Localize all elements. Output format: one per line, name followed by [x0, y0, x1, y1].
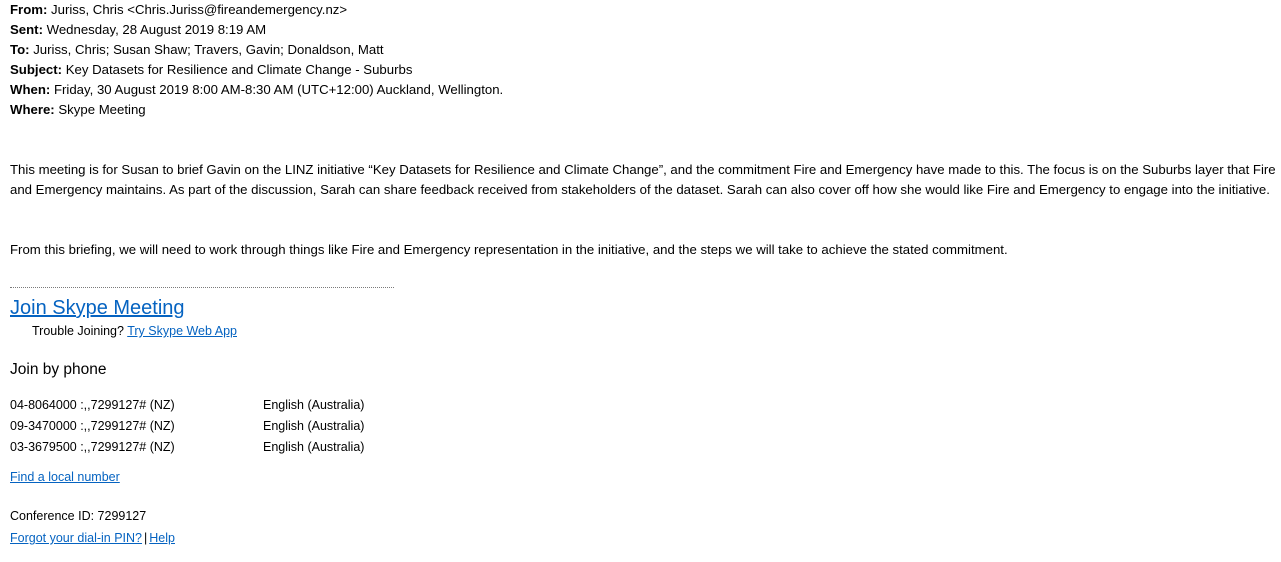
phone-number: 04-8064000 :,,7299127# (NZ)	[10, 397, 175, 412]
phone-row	[10, 436, 364, 457]
sent-value: Wednesday, 28 August 2019 8:19 AM	[46, 22, 267, 37]
from-label: From:	[10, 2, 48, 17]
phone-row	[10, 394, 364, 415]
find-local-number-link[interactable]: Find a local number	[10, 470, 120, 484]
body-paragraph-2: From this briefing, we will need to work through things like Fire and Emergency representation in the initiative, and the steps we will take to achieve the stated commitment.	[10, 242, 1008, 257]
try-skype-web-app-link[interactable]: Try Skype Web App	[127, 324, 237, 338]
from-value: Juriss, Chris <Chris.Juriss@fireandemergency.nz>	[51, 2, 348, 17]
header-sent	[10, 20, 503, 40]
to-value: Juriss, Chris; Susan Shaw; Travers, Gavin; Donaldson, Matt	[33, 42, 384, 57]
where-label: Where:	[10, 102, 55, 117]
sent-label: Sent:	[10, 22, 43, 37]
header-subject	[10, 60, 503, 80]
conference-id: Conference ID: 7299127	[10, 509, 147, 523]
subject-value: Key Datasets for Resilience and Climate Change - Suburbs	[65, 62, 413, 77]
phone-language: English (Australia)	[263, 397, 365, 412]
header-to	[10, 40, 503, 60]
link-separator: |	[144, 531, 148, 545]
when-value: Friday, 30 August 2019 8:00 AM-8:30 AM (UTC+12:00) Auckland, Wellington.	[53, 82, 504, 97]
pin-help-row	[10, 529, 175, 547]
to-label: To:	[10, 42, 30, 57]
phone-language: English (Australia)	[263, 418, 365, 433]
header-when	[10, 80, 503, 100]
trouble-joining-row	[32, 322, 237, 340]
header-where	[10, 100, 503, 120]
phone-number: 03-3679500 :,,7299127# (NZ)	[10, 439, 175, 454]
when-label: When:	[10, 82, 51, 97]
forgot-pin-link[interactable]: Forgot your dial-in PIN?	[10, 531, 143, 545]
trouble-joining-text: Trouble Joining?	[32, 324, 124, 338]
join-skype-meeting-link[interactable]: Join Skype Meeting	[10, 297, 185, 319]
header-from	[10, 0, 503, 20]
subject-label: Subject:	[10, 62, 63, 77]
phone-numbers-table	[10, 394, 364, 457]
where-value: Skype Meeting	[58, 102, 146, 117]
phone-number: 09-3470000 :,,7299127# (NZ)	[10, 418, 175, 433]
join-by-phone-heading: Join by phone	[10, 361, 107, 378]
body-paragraph-1: This meeting is for Susan to brief Gavin on the LINZ initiative “Key Datasets for Resilience and Climate Change”, and the commitment Fire and Emergency have made to this. The focus is on the Suburbs layer that Fire and Emergency maintains. As part of the discussion, Sarah can share feedback received from stakeholders of the dataset. Sarah can also cover off how she would like Fire and Emergency to engage into the initiative.	[10, 162, 1276, 197]
help-link[interactable]: Help	[149, 531, 175, 545]
email-header	[10, 0, 503, 120]
phone-row	[10, 415, 364, 436]
dotted-divider	[10, 287, 394, 288]
phone-language: English (Australia)	[263, 439, 365, 454]
